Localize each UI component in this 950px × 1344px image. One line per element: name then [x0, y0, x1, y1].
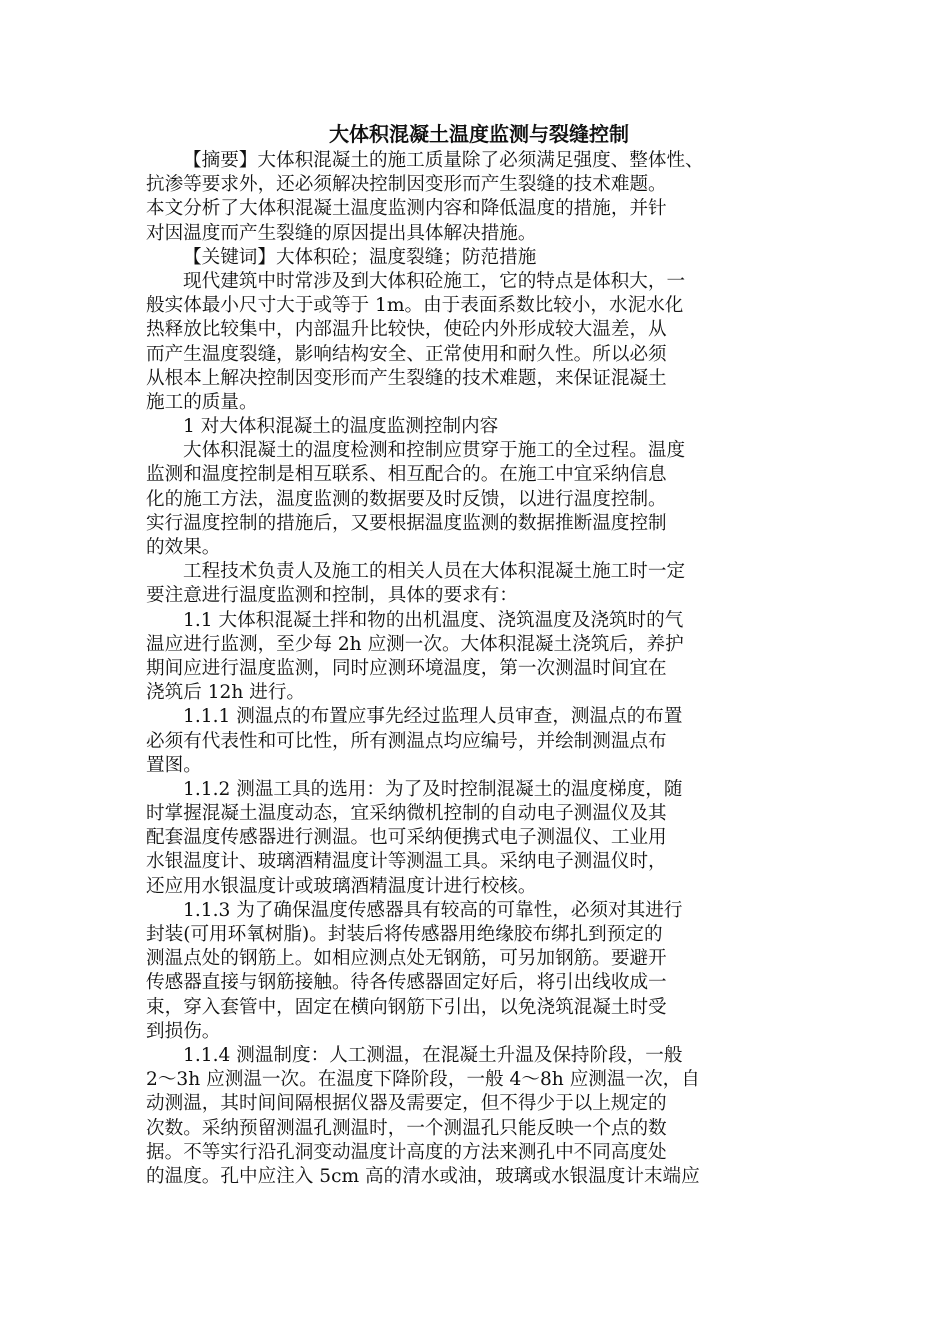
text-line: 1.1.2 测温工具的选用：为了及时控制混凝土的温度梯度，随 [183, 778, 683, 800]
document-body [146, 149, 812, 1189]
text-line: 的温度。孔中应注入 5cm 高的清水或油，玻璃或水银温度计末端应 [146, 1165, 700, 1187]
text-line: 对因温度而产生裂缝的原因提出具体解决措施。 [146, 222, 537, 244]
text-line: 配套温度传感器进行测温。也可采纳便携式电子测温仪、工业用 [146, 827, 667, 849]
text-line: 1.1.1 测温点的布置应事先经过监理人员审查，测温点的布置 [183, 706, 683, 728]
text-line: 而产生温度裂缝，影响结构安全、正常使用和耐久性。所以必须 [146, 343, 667, 365]
text-line: 到损伤。 [146, 1020, 221, 1042]
text-line: 化的施工方法，温度监测的数据要及时反馈，以进行温度控制。 [146, 488, 667, 510]
document-title: 大体积混凝土温度监测与裂缝控制 [329, 122, 629, 146]
text-line: 必须有代表性和可比性，所有测温点均应编号，并绘制测温点布 [146, 730, 667, 752]
text-line: 次数。采纳预留测温孔测温时，一个测温孔只能反映一个点的数 [146, 1117, 667, 1139]
text-line: 【关键词】大体积砼；温度裂缝；防范措施 [183, 246, 537, 268]
text-line: 抗渗等要求外，还必须解决控制因变形而产生裂缝的技术难题。 [146, 174, 667, 196]
text-line: 时掌握混凝土温度动态，宜采纳微机控制的自动电子测温仪及其 [146, 803, 667, 825]
text-line: 实行温度控制的措施后，又要根据温度监测的数据推断温度控制 [146, 512, 667, 534]
text-line: 1.1.3 为了确保温度传感器具有较高的可靠性，必须对其进行 [183, 899, 683, 921]
text-line: 本文分析了大体积混凝土温度监测内容和降低温度的措施，并针 [146, 198, 667, 220]
text-line: 的效果。 [146, 537, 221, 558]
text-line: 监测和温度控制是相互联系、相互配合的。在施工中宜采纳信息 [146, 464, 667, 486]
text-line: 大体积混凝土的温度检测和控制应贯穿于施工的全过程。温度 [183, 440, 686, 462]
text-line: 1.1 大体积混凝土拌和物的出机温度、浇筑温度及浇筑时的气 [183, 609, 684, 631]
text-line: 浇筑后 12h 进行。 [146, 682, 306, 704]
text-line: 热释放比较集中，内部温升比较快，使砼内外形成较大温差，从 [146, 319, 667, 341]
text-line: 【摘要】大体积混凝土的施工质量除了必须满足强度、整体性、 [183, 150, 704, 171]
text-line: 现代建筑中时常涉及到大体积砼施工，它的特点是体积大，一 [183, 270, 686, 292]
text-line: 要注意进行温度监测和控制，具体的要求有： [146, 585, 518, 607]
text-line: 据。不等实行沿孔洞变动温度计高度的方法来测孔中不同高度处 [146, 1141, 667, 1163]
text-line: 1.1.4 测温制度：人工测温，在混凝土升温及保持阶段，一般 [183, 1044, 683, 1066]
text-line: 传感器直接与钢筋接触。待各传感器固定好后，将引出线收成一 [146, 972, 667, 994]
text-line: 般实体最小尺寸大于或等于 1m。由于表面系数比较小，水泥水化 [146, 295, 684, 317]
text-line: 2～3h 应测温一次。在温度下降阶段，一般 4～8h 应测温一次，自 [146, 1069, 700, 1091]
text-line: 测温点处的钢筋上。如相应测点处无钢筋，可另加钢筋。要避开 [146, 948, 667, 970]
text-line: 温应进行监测，至少每 2h 应测一次。大体积混凝土浇筑后，养护 [146, 633, 684, 655]
text-line: 动测温，其时间间隔根据仪器及需要定，但不得少于以上规定的 [146, 1093, 667, 1115]
text-line: 施工的质量。 [146, 391, 258, 413]
text-line: 1 对大体积混凝土的温度监测控制内容 [183, 416, 499, 438]
text-line: 还应用水银温度计或玻璃酒精温度计进行校核。 [146, 875, 537, 897]
text-line: 期间应进行温度监测，同时应测环境温度，第一次测温时间宜在 [146, 657, 667, 679]
text-line: 束，穿入套管中，固定在横向钢筋下引出，以免浇筑混凝土时受 [146, 996, 667, 1018]
text-line: 封装(可用环氧树脂)。封装后将传感器用绝缘胶布绑扎到预定的 [146, 924, 663, 945]
text-line: 工程技术负责人及施工的相关人员在大体积混凝土施工时一定 [183, 561, 686, 583]
text-line: 水银温度计、玻璃酒精温度计等测温工具。采纳电子测温仪时， [146, 851, 667, 873]
text-line: 置图。 [146, 754, 202, 776]
text-line: 从根本上解决控制因变形而产生裂缝的技术难题，来保证混凝土 [146, 367, 667, 389]
